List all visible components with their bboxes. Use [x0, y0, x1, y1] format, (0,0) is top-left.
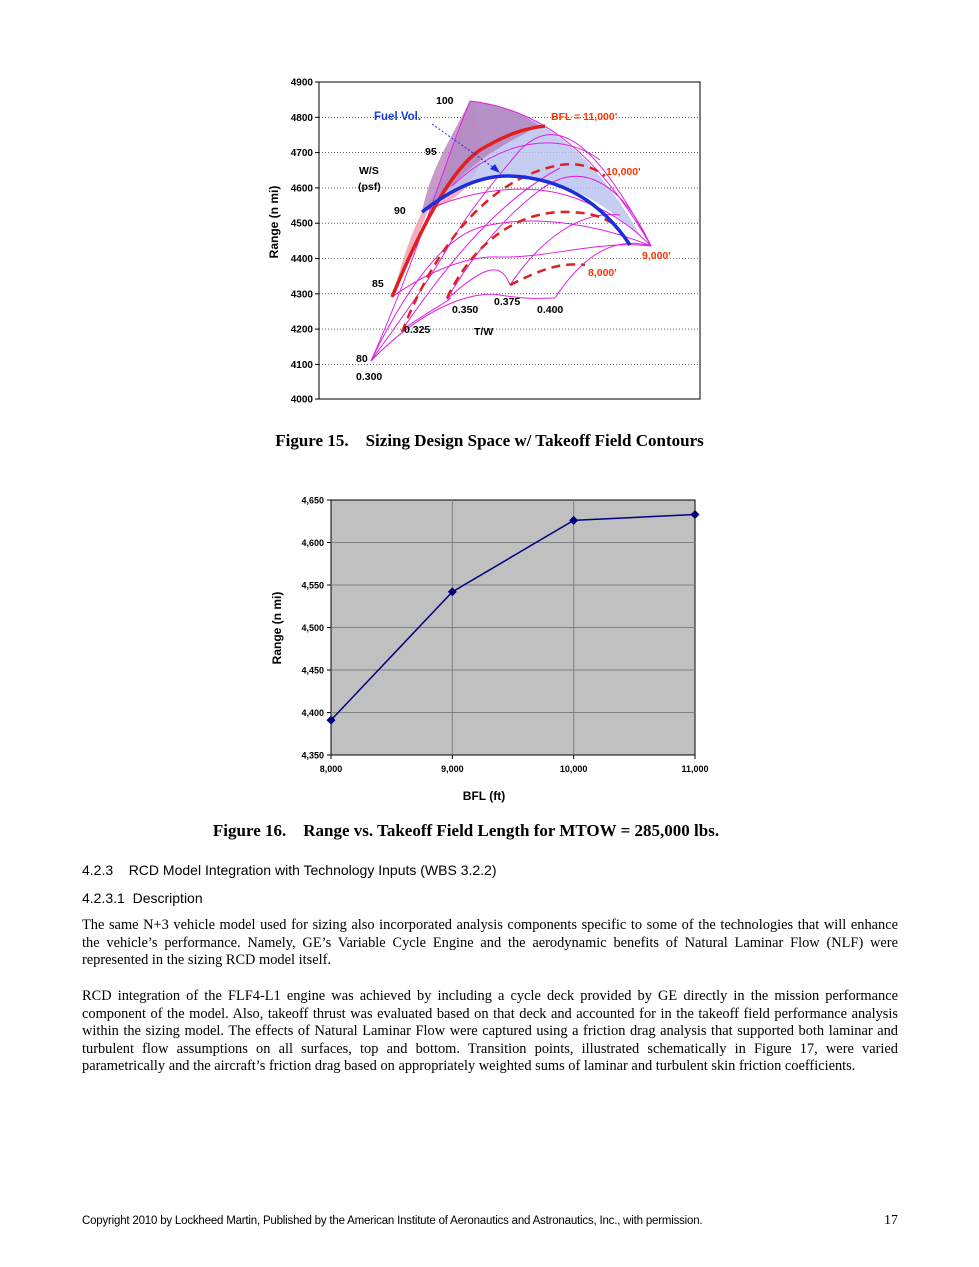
- fig16-xtick-label: 10,000: [559, 764, 588, 774]
- fig15-ytick: 4300: [290, 289, 313, 301]
- fig16-ytick-label: 4,350: [301, 750, 324, 761]
- fig16-xtick-label: 9,000: [441, 764, 464, 774]
- fig16-ytick-label: 4,400: [301, 708, 324, 718]
- page-number: 17: [884, 1213, 898, 1228]
- fig15-ws-units: (psf): [358, 181, 381, 193]
- fig16-ytick-label: 4,550: [301, 580, 324, 591]
- fig15-ytick: 4600: [290, 183, 313, 195]
- section-heading-4-2-3: 4.2.3 RCD Model Integration with Technology Inputs (WBS 3.2.2): [82, 862, 497, 878]
- fig16-x-axis-label: BFL (ft): [462, 789, 506, 803]
- fig15-tw-value: 0.400: [537, 304, 564, 316]
- fig16-ytick-label: 4,450: [301, 665, 324, 676]
- fig15-tw-value: 0.350: [452, 304, 479, 316]
- fig15-ytick: 4100: [290, 359, 313, 371]
- paragraph-2: RCD integration of the FLF4-L1 engine was achieved by including a cycle deck provided by GE directly in the mission performance component of the model. Also, takeoff thrust was evaluated based on that deck and accounted for in the takeoff field performance analysis within the sizing model. The effects of Natural Laminar Flow were captured using a friction drag analysis that supported both laminar and turbulent flow assumptions on all surfaces, top and bottom. Transition points, illustrated schematically in Figure 17, were varied parametrically and the aircraft’s friction drag based on appropriately weighted sums of laminar and turbulent skin friction coefficients.: [82, 988, 898, 1074]
- fig15-bfl-label: 10,000': [606, 166, 641, 178]
- fig16-xtick-label: 8,000: [319, 764, 343, 774]
- fig15-ws-value: 85: [372, 278, 384, 290]
- fig15-ws-label: W/S: [359, 165, 379, 177]
- fig15-bfl-label: 9,000': [642, 250, 671, 262]
- figure-15-design-space-chart: [255, 68, 715, 413]
- fig15-tw-value: 0.325: [404, 324, 431, 336]
- fig16-xtick-label: 11,000: [681, 764, 709, 774]
- fig16-ytick-label: 4,600: [301, 538, 324, 548]
- fig15-tw-value: 0.375: [494, 296, 521, 308]
- fig15-ws-value: 80: [356, 353, 368, 365]
- fig15-ytick: 4700: [290, 148, 313, 160]
- figure-16-caption: Figure 16. Range vs. Takeoff Field Length for MTOW = 285,000 lbs.: [212, 821, 720, 840]
- fig15-bfl-label: BFL = 11,000': [551, 111, 618, 123]
- fig15-ytick: 4800: [290, 112, 313, 124]
- fig15-tw-value: 0.300: [356, 371, 383, 383]
- fig15-tw-label: T/W: [474, 326, 494, 338]
- fig15-ws-value: 95: [425, 146, 437, 158]
- fig15-fuel-vol-label: Fuel Vol.: [374, 111, 422, 123]
- figure-16-range-vs-bfl-chart: [255, 490, 725, 810]
- fig16-y-axis-label: Range (n mi): [270, 591, 284, 665]
- fig15-ws-value: 90: [394, 205, 406, 217]
- paragraph-1: The same N+3 vehicle model used for sizing also incorporated analysis components specific to some of the technologies that will enhance the vehicle’s performance. Namely, GE’s Variable Cycle Engine and the aerodynamic benefits of Natural Laminar Flow (NLF) were represented in the sizing RCD model itself.: [82, 917, 898, 968]
- fig15-y-axis-label: Range (n mi): [267, 185, 281, 259]
- fig15-ytick: 4200: [290, 324, 313, 336]
- fig15-ws-value: 100: [436, 95, 454, 107]
- fig15-ytick: 4500: [290, 218, 313, 230]
- copyright-notice: Copyright 2010 by Lockheed Martin, Published by the American Institute of Aeronautics and Astronautics, Inc., with permission.: [82, 1215, 703, 1227]
- fig15-ytick: 4900: [290, 77, 313, 89]
- section-heading-4-2-3-1: 4.2.3.1 Description: [82, 890, 203, 906]
- fig16-ytick-label: 4,500: [301, 623, 324, 633]
- fig16-ytick-label: 4,650: [301, 495, 324, 506]
- fig15-ytick: 4400: [290, 254, 313, 265]
- fig15-ytick: 4000: [290, 394, 313, 406]
- figure-15-caption: Figure 15. Sizing Design Space w/ Takeoff Field Contours: [275, 431, 704, 450]
- fig15-bfl-label: 8,000': [588, 267, 617, 279]
